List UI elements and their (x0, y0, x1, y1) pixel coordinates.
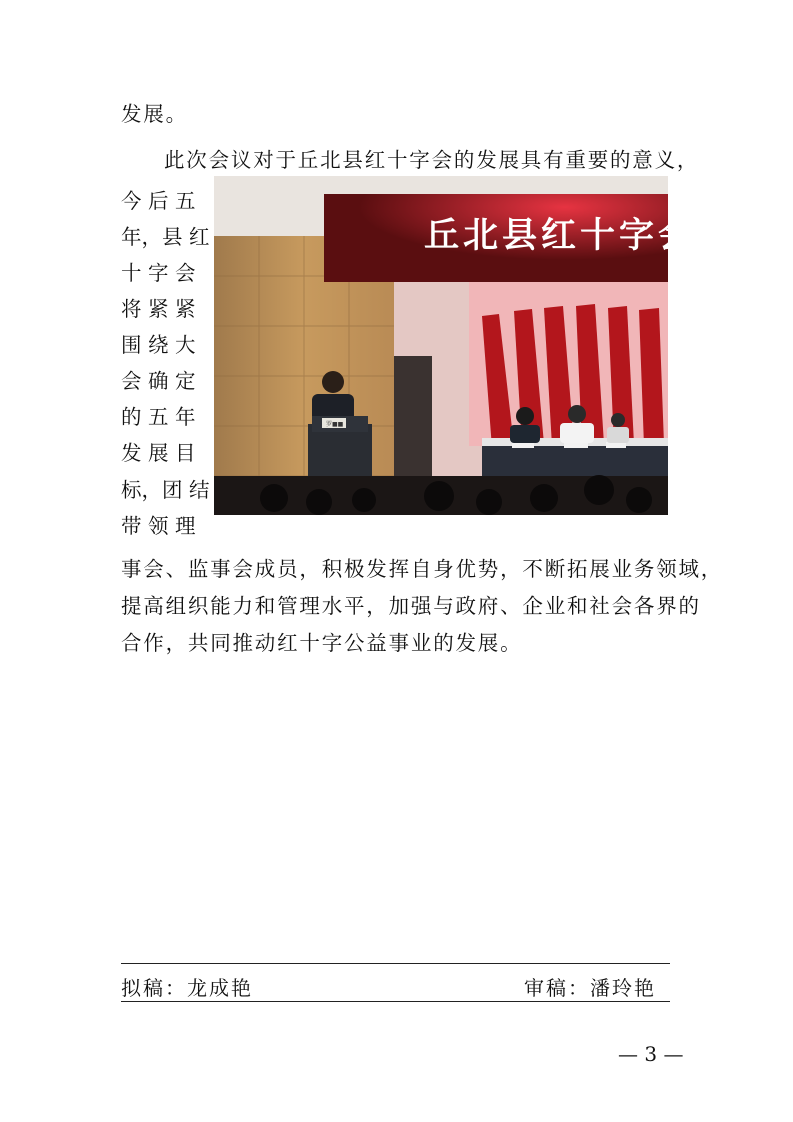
paragraph-line: 发展。 (121, 102, 188, 126)
paragraph-line-indented: 此次会议对于丘北县红十字会的发展具有重要的意义， (164, 148, 700, 172)
footer-rule-top (121, 963, 670, 964)
column-line: 的 五 年 (121, 405, 196, 429)
banner-text: 丘北县红十字会 (424, 216, 698, 256)
column-line: 围 绕 大 (121, 333, 196, 357)
paragraph-line: 提高组织能力和管理水平，加强与政府、企业和社会各界的 (121, 594, 701, 618)
column-line: 将 紧 紧 (121, 297, 196, 321)
page-number: — 3 — (618, 1042, 684, 1066)
footer-rule-bottom (121, 1001, 670, 1002)
column-line: 十 字 会 (121, 261, 196, 285)
column-line: 会 确 定 (121, 369, 196, 393)
column-line: 年，县 红 (121, 225, 210, 249)
paragraph-line: 合作，共同推动红十字公益事业的发展。 (121, 631, 523, 655)
meeting-photo (214, 176, 698, 515)
nameplate-text: 罗■■ (326, 421, 344, 428)
drafter-credit: 拟稿：龙成艳 (121, 976, 253, 1000)
paragraph-continuation (121, 551, 724, 662)
column-line: 带 领 理 (121, 514, 196, 538)
reviewer-credit: 审稿：潘玲艳 (524, 976, 656, 1000)
column-line: 发 展 目 (121, 441, 196, 465)
column-line: 今 后 五 (121, 189, 196, 213)
paragraph-line: 事会、监事会成员，积极发挥自身优势，不断拓展业务领域， (121, 557, 724, 581)
column-line: 标，团 结 (121, 478, 210, 502)
